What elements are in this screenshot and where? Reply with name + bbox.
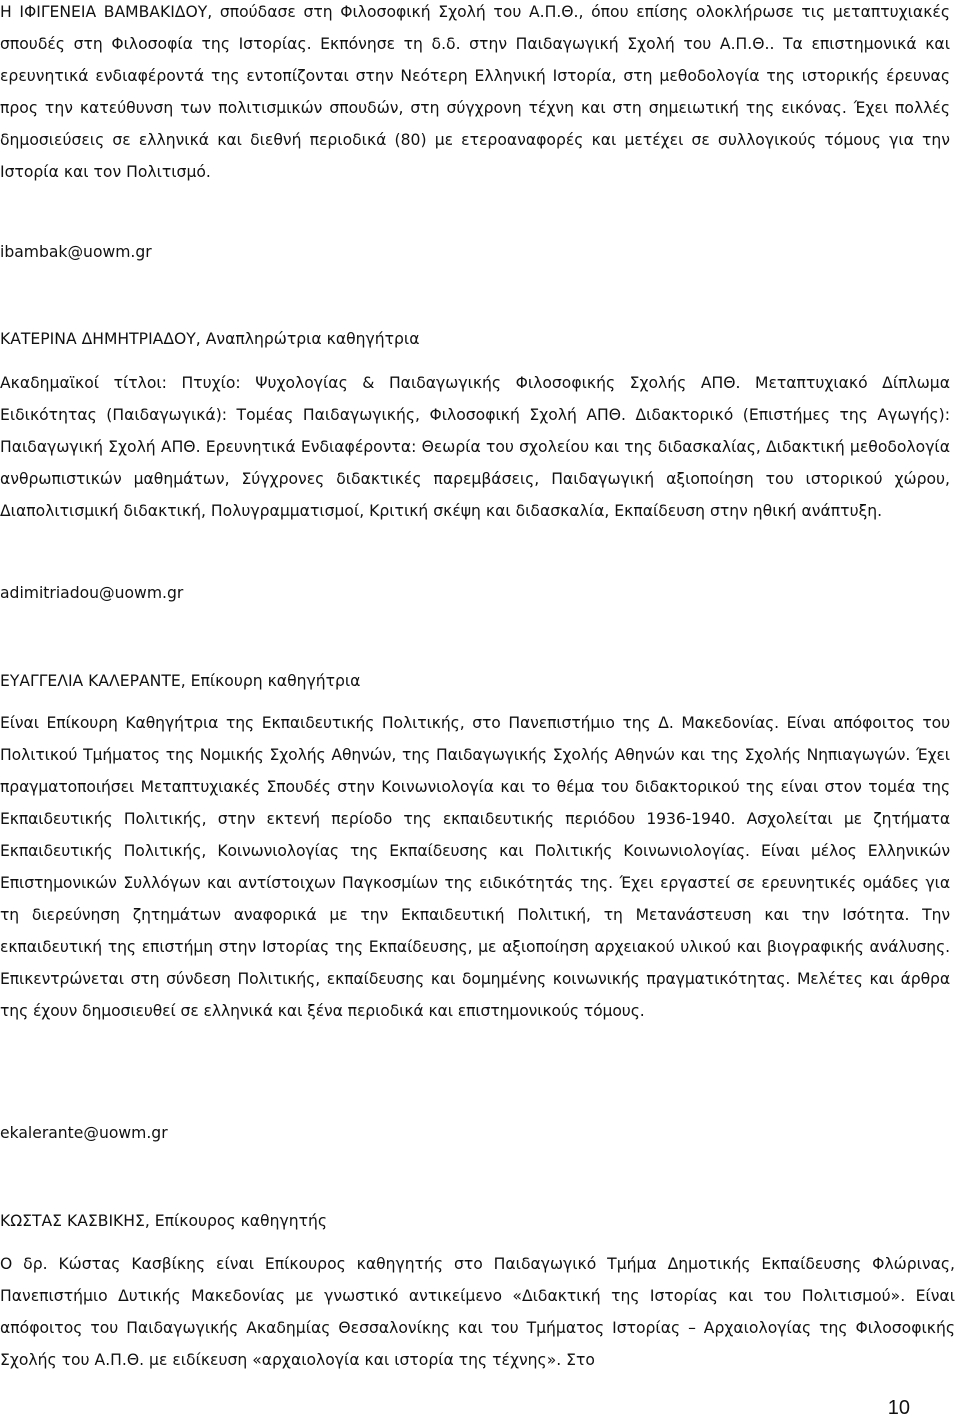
name-heading-dimitriadou: ΚΑΤΕΡΙΝΑ ΔΗΜΗΤΡΙΑΔΟΥ, Αναπληρώτρια καθηγήτρια <box>0 330 420 348</box>
name-heading-kalerante: ΕΥΑΓΓΕΛΙΑ ΚΑΛΕΡΑΝΤΕ, Επίκουρη καθηγήτρια <box>0 672 361 690</box>
name-heading-kasvikis: ΚΩΣΤΑΣ ΚΑΣΒΙΚΗΣ, Επίκουρος καθηγητής <box>0 1212 328 1230</box>
email-vambakidou[interactable]: ibambak@uowm.gr <box>0 243 152 261</box>
bio-paragraph-kalerante: Είναι Επίκουρη Καθηγήτρια της Εκπαιδευτικής Πολιτικής, στο Πανεπιστήμιο της Δ. Μακεδονίας. Είναι απόφοιτος του Πολιτικού Τμήματος της Νομικής Σχολής Αθηνών, της Παιδαγωγικής Σχολής Αθηνών και της Σχολής Νηπιαγωγών. Έχει πραγματοποιήσει Μεταπτυχιακές Σπουδές στην Κοινωνιολογία και το θέμα του διδακτορικού της είναι στον τομέα της Εκπαιδευτικής Πολιτικής, στην εκτενή περίοδο της εκπαιδευτικής περιόδου 1936-1940. Ασχολείται με ζητήματα Εκπαιδευτικής Πολιτικής, Κοινωνιολογίας της Εκπαίδευσης και Πολιτικής Κοινωνιολογίας. Είναι μέλος Ελληνικών Επιστημονικών Συλλόγων και αντίστοιχων Παγκοσμίων της ειδικότητάς της. Έχει εργαστεί σε ερευνητικές ομάδες για τη διερεύνηση ζητημάτων αναφορικά με την Εκπαιδευτική Πολιτική, τη Μετανάστευση και την Ισότητα. Την εκπαιδευτική της επιστήμη στην Ιστορίας της Εκπαίδευσης, με αξιοποίηση αρχειακού υλικού και βιογραφικής ανάλυσης. Επικεντρώνεται στη σύνδεση Πολιτικής, εκπαίδευσης και δομημένης κοινωνικής πραγματικότητας. Μελέτες και άρθρα της έχουν δημοσιευθεί σε ελληνικά και ξένα περιοδικά και επιστημονικούς τόμους. <box>0 714 950 1020</box>
page-number: 10 <box>887 1397 910 1419</box>
email-dimitriadou[interactable]: adimitriadou@uowm.gr <box>0 584 184 602</box>
bio-paragraph-dimitriadou: Ακαδημαϊκοί τίτλοι: Πτυχίο: Ψυχολογίας & Παιδαγωγικής Φιλοσοφικής Σχολής ΑΠΘ. Μεταπτυχιακό Δίπλωμα Ειδικότητας (Παιδαγωγικά): Τομέας Παιδαγωγικής, Φιλοσοφική Σχολή ΑΠΘ. Διδακτορικό (Επιστήμες της Αγωγής): Παιδαγωγική Σχολή ΑΠΘ. Ερευνητικά Ενδιαφέροντα: Θεωρία του σχολείου και της διδασκαλίας, Διδακτική μεθοδολογία ανθρωπιστικών μαθημάτων, Σύγχρονες διδακτικές παρεμβάσεις, Παιδαγωγική αξιοποίηση του ιστορικού χώρου, Διαπολιτισμική διδακτική, Πολυγραμματισμοί, Κριτική σκέψη και διδασκαλία, Εκπαίδευση στην ηθική ανάπτυξη. <box>0 374 950 520</box>
bio-paragraph-vambakidou: Η ΙΦΙΓΕΝΕΙΑ ΒΑΜΒΑΚΙΔΟΥ, σπούδασε στη Φιλοσοφική Σχολή του Α.Π.Θ., όπου επίσης ολοκλήρωσε τις μεταπτυχιακές σπουδές στη Φιλοσοφία της Ιστορίας. Εκπόνησε τη δ.δ. στην Παιδαγωγική Σχολή του Α.Π.Θ.. Τα επιστημονικά και ερευνητικά ενδιαφέροντά της εντοπίζονται στην Νεότερη Ελληνική Ιστορία, στη μεθοδολογία της ιστορικής έρευνας προς την κατεύθυνση των πολιτισμικών σπουδών, στη σύγχρονη τέχνη και στη σημειωτική της εικόνας. Έχει πολλές δημοσιεύσεις σε ελληνικά και διεθνή περιοδικά (80) με ετεροαναφορές και μετέχει σε συλλογικούς τόμους για την Ιστορία και τον Πολιτισμό. <box>0 3 950 181</box>
bio-paragraph-kasvikis: Ο δρ. Κώστας Κασβίκης είναι Επίκουρος καθηγητής στο Παιδαγωγικό Τμήμα Δημοτικής Εκπαίδευσης Φλώρινας, Πανεπιστήμιο Δυτικής Μακεδονίας με γνωστικό αντικείμενο «Διδακτική της Ιστορίας και του Πολιτισμού». Είναι απόφοιτος του Παιδαγωγικής Ακαδημίας Θεσσαλονίκης και του Τμήματος Ιστορίας – Αρχαιολογίας της Φιλοσοφικής Σχολής του Α.Π.Θ. με ειδίκευση «αρχαιολογία και ιστορία της τέχνης». Στο <box>0 1255 955 1369</box>
email-kalerante[interactable]: ekalerante@uowm.gr <box>0 1124 168 1142</box>
